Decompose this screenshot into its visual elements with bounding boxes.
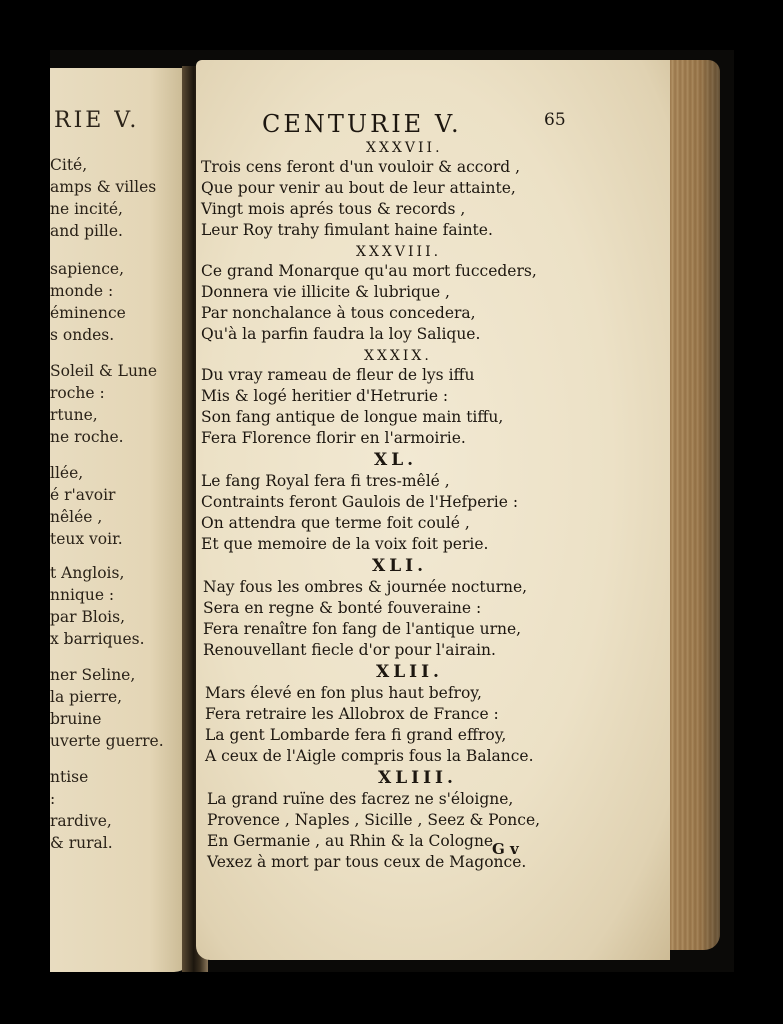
verse-line: Nay fous les ombres & journée nocturne,: [203, 578, 528, 596]
left-line: rardive,: [50, 812, 112, 830]
verse-line: Mis & logé heritier d'Hetrurie :: [201, 387, 449, 405]
quatrain-number: XLII.: [376, 662, 443, 682]
verse-line: Fera renaître fon fang de l'antique urne,: [203, 620, 522, 638]
verse-line: A ceux de l'Aigle compris fous la Balance.: [205, 747, 534, 765]
verse-line: Son fang antique de longue main tiffu,: [201, 408, 504, 426]
verse-line: Trois cens feront d'un vouloir & accord ,: [201, 158, 520, 176]
verse-line: Fera Florence florir en l'armoirie.: [201, 429, 466, 447]
right-page: [196, 60, 670, 960]
left-line: Cité,: [50, 156, 88, 174]
left-line: la pierre,: [50, 688, 123, 706]
verse-line: Leur Roy trahy fimulant haine fainte.: [201, 221, 493, 239]
left-line: monde :: [50, 282, 114, 300]
verse-line: Mars élevé en fon plus haut befroy,: [205, 684, 482, 702]
verse-line: Donnera vie illicite & lubrique ,: [201, 283, 450, 301]
verse-line: Sera en regne & bonté fouveraine :: [203, 599, 482, 617]
left-line: nêlée ,: [50, 508, 103, 526]
verse-line: Renouvellant fiecle d'or pour l'airain.: [203, 641, 496, 659]
verse-line: Du vray rameau de fleur de lys iffu: [201, 366, 475, 384]
verse-line: La grand ruïne des facrez ne s'éloigne,: [207, 790, 514, 808]
left-line: teux voir.: [50, 530, 123, 548]
left-line: t Anglois,: [50, 564, 125, 582]
left-line: and pille.: [50, 222, 123, 240]
left-line: éminence: [50, 304, 126, 322]
left-line: uverte guerre.: [50, 732, 164, 750]
left-line: ner Seline,: [50, 666, 136, 684]
verse-line: Que pour venir au bout de leur attainte,: [201, 179, 516, 197]
quatrain-number: XLIII.: [378, 768, 457, 788]
quatrain-number: XXXIX.: [364, 348, 432, 364]
left-line: rtune,: [50, 406, 98, 424]
quatrain-number: XL.: [374, 450, 418, 470]
page-number: 65: [544, 110, 566, 130]
right-page-text: [196, 60, 670, 960]
left-line: ntise: [50, 768, 89, 786]
verse-line: Fera retraire les Allobrox de France :: [205, 705, 499, 723]
left-line: ne roche.: [50, 428, 124, 446]
left-line: roche :: [50, 384, 105, 402]
left-page: [50, 68, 192, 972]
left-line: s ondes.: [50, 326, 115, 344]
left-line: par Blois,: [50, 608, 126, 626]
verse-line: Qu'à la parfin faudra la loy Salique.: [201, 325, 481, 343]
left-line: Soleil & Lune: [50, 362, 158, 380]
quatrain-number: XXXVII.: [366, 140, 443, 156]
verse-line: La gent Lombarde fera fi grand effroy,: [205, 726, 507, 744]
quatrain-number: XLI.: [372, 556, 428, 576]
running-head: CENTURIE V.: [262, 110, 462, 138]
verse-line: En Germanie , au Rhin & la Cologne,: [207, 832, 499, 850]
left-running-head: RIE V.: [54, 108, 140, 133]
verse-line: Par nonchalance à tous concedera,: [201, 304, 476, 322]
verse-line: Ce grand Monarque qu'au mort fucceders,: [201, 262, 537, 280]
left-line: :: [50, 790, 56, 808]
verse-line: Le fang Royal fera fi tres-mêlé ,: [201, 472, 450, 490]
quatrain-number: XXXVIII.: [356, 244, 442, 260]
left-line: bruine: [50, 710, 102, 728]
left-line: ne incité,: [50, 200, 123, 218]
verse-line: Vingt mois aprés tous & records ,: [201, 200, 466, 218]
left-line: x barriques.: [50, 630, 145, 648]
verse-line: Vexez à mort par tous ceux de Magonce.: [207, 853, 527, 871]
left-line: amps & villes: [50, 178, 157, 196]
verse-line: On attendra que terme foit coulé ,: [201, 514, 470, 532]
left-line: llée,: [50, 464, 84, 482]
left-line: é r'avoir: [50, 486, 116, 504]
left-line: & rural.: [50, 834, 113, 852]
left-line: nnique :: [50, 586, 115, 604]
left-line: sapience,: [50, 260, 125, 278]
signature-mark: G v: [492, 840, 519, 858]
verse-line: Provence , Naples , Sicille , Seez & Ponce,: [207, 811, 541, 829]
verse-line: Contraints feront Gaulois de l'Hefperie :: [201, 493, 519, 511]
verse-line: Et que memoire de la voix foit perie.: [201, 535, 489, 553]
